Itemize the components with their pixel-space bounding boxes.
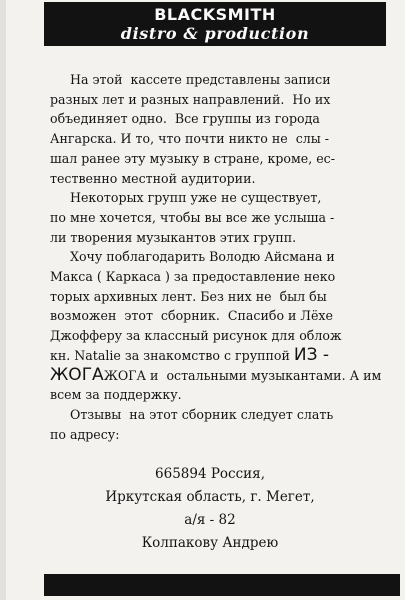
address-line: Иркутская область, г. Мегет,	[105, 489, 315, 505]
band-name-emphasis: ИЗ -	[293, 344, 330, 365]
brand-subtitle: distro & production	[120, 24, 310, 43]
text-line: возможен этот сборник. Спасибо и Лёхе	[50, 308, 333, 324]
paragraph-defunct-groups	[50, 188, 365, 247]
text-line: Макса ( Каркаса ) за предоставление неко	[50, 269, 336, 285]
paper-edge	[0, 0, 6, 600]
brand-name: BLACKSMITH	[154, 5, 276, 24]
text-line: тественно местной аудитории.	[50, 170, 256, 186]
paragraph-feedback	[50, 405, 365, 444]
text-line: ЖОГАЖОГА и остальными музыкантами. А им	[50, 364, 382, 385]
mailing-address	[60, 463, 360, 555]
text-line: Джофферу за классный рисунок для облож	[50, 328, 342, 344]
text-line: Хочу поблагодарить Володю Айсмана и	[70, 249, 335, 265]
text-line: объединяет одно. Все группы из города	[50, 111, 320, 127]
text-line: ли творения музыкантов этих групп.	[50, 229, 297, 245]
text-line: Отзывы на этот сборник следует слать	[70, 406, 334, 422]
band-name-emphasis: ЖОГА	[50, 364, 104, 385]
text-line: Некоторых групп уже не существует,	[70, 190, 322, 206]
text-line: разных лет и разных направлений. Но их	[50, 91, 331, 107]
address-line: а/я - 82	[184, 512, 236, 528]
text-line: по адресу:	[50, 426, 120, 442]
text-line: шал ранее эту музыку в стране, кроме, ес-	[50, 150, 335, 166]
paragraph-intro	[50, 70, 365, 188]
text-line: торых архивных лент. Без них не был бы	[50, 288, 327, 304]
text-line: кн. Natalie за знакомство с группой ИЗ -	[50, 344, 330, 365]
text-line: На этой кассете представлены записи	[70, 72, 331, 87]
text-line: по мне хочется, чтобы вы все же услыша -	[50, 209, 335, 225]
paragraph-thanks	[50, 247, 382, 405]
address-line: 665894 Россия,	[155, 466, 265, 482]
text-line: Ангарска. И то, что почти никто не слы -	[50, 131, 330, 147]
footer-bar	[44, 574, 400, 596]
text-line: всем за поддержку.	[50, 387, 182, 403]
label-header-banner	[44, 2, 386, 46]
address-line: Колпакову Андрею	[141, 535, 279, 551]
liner-notes-text	[50, 70, 382, 444]
